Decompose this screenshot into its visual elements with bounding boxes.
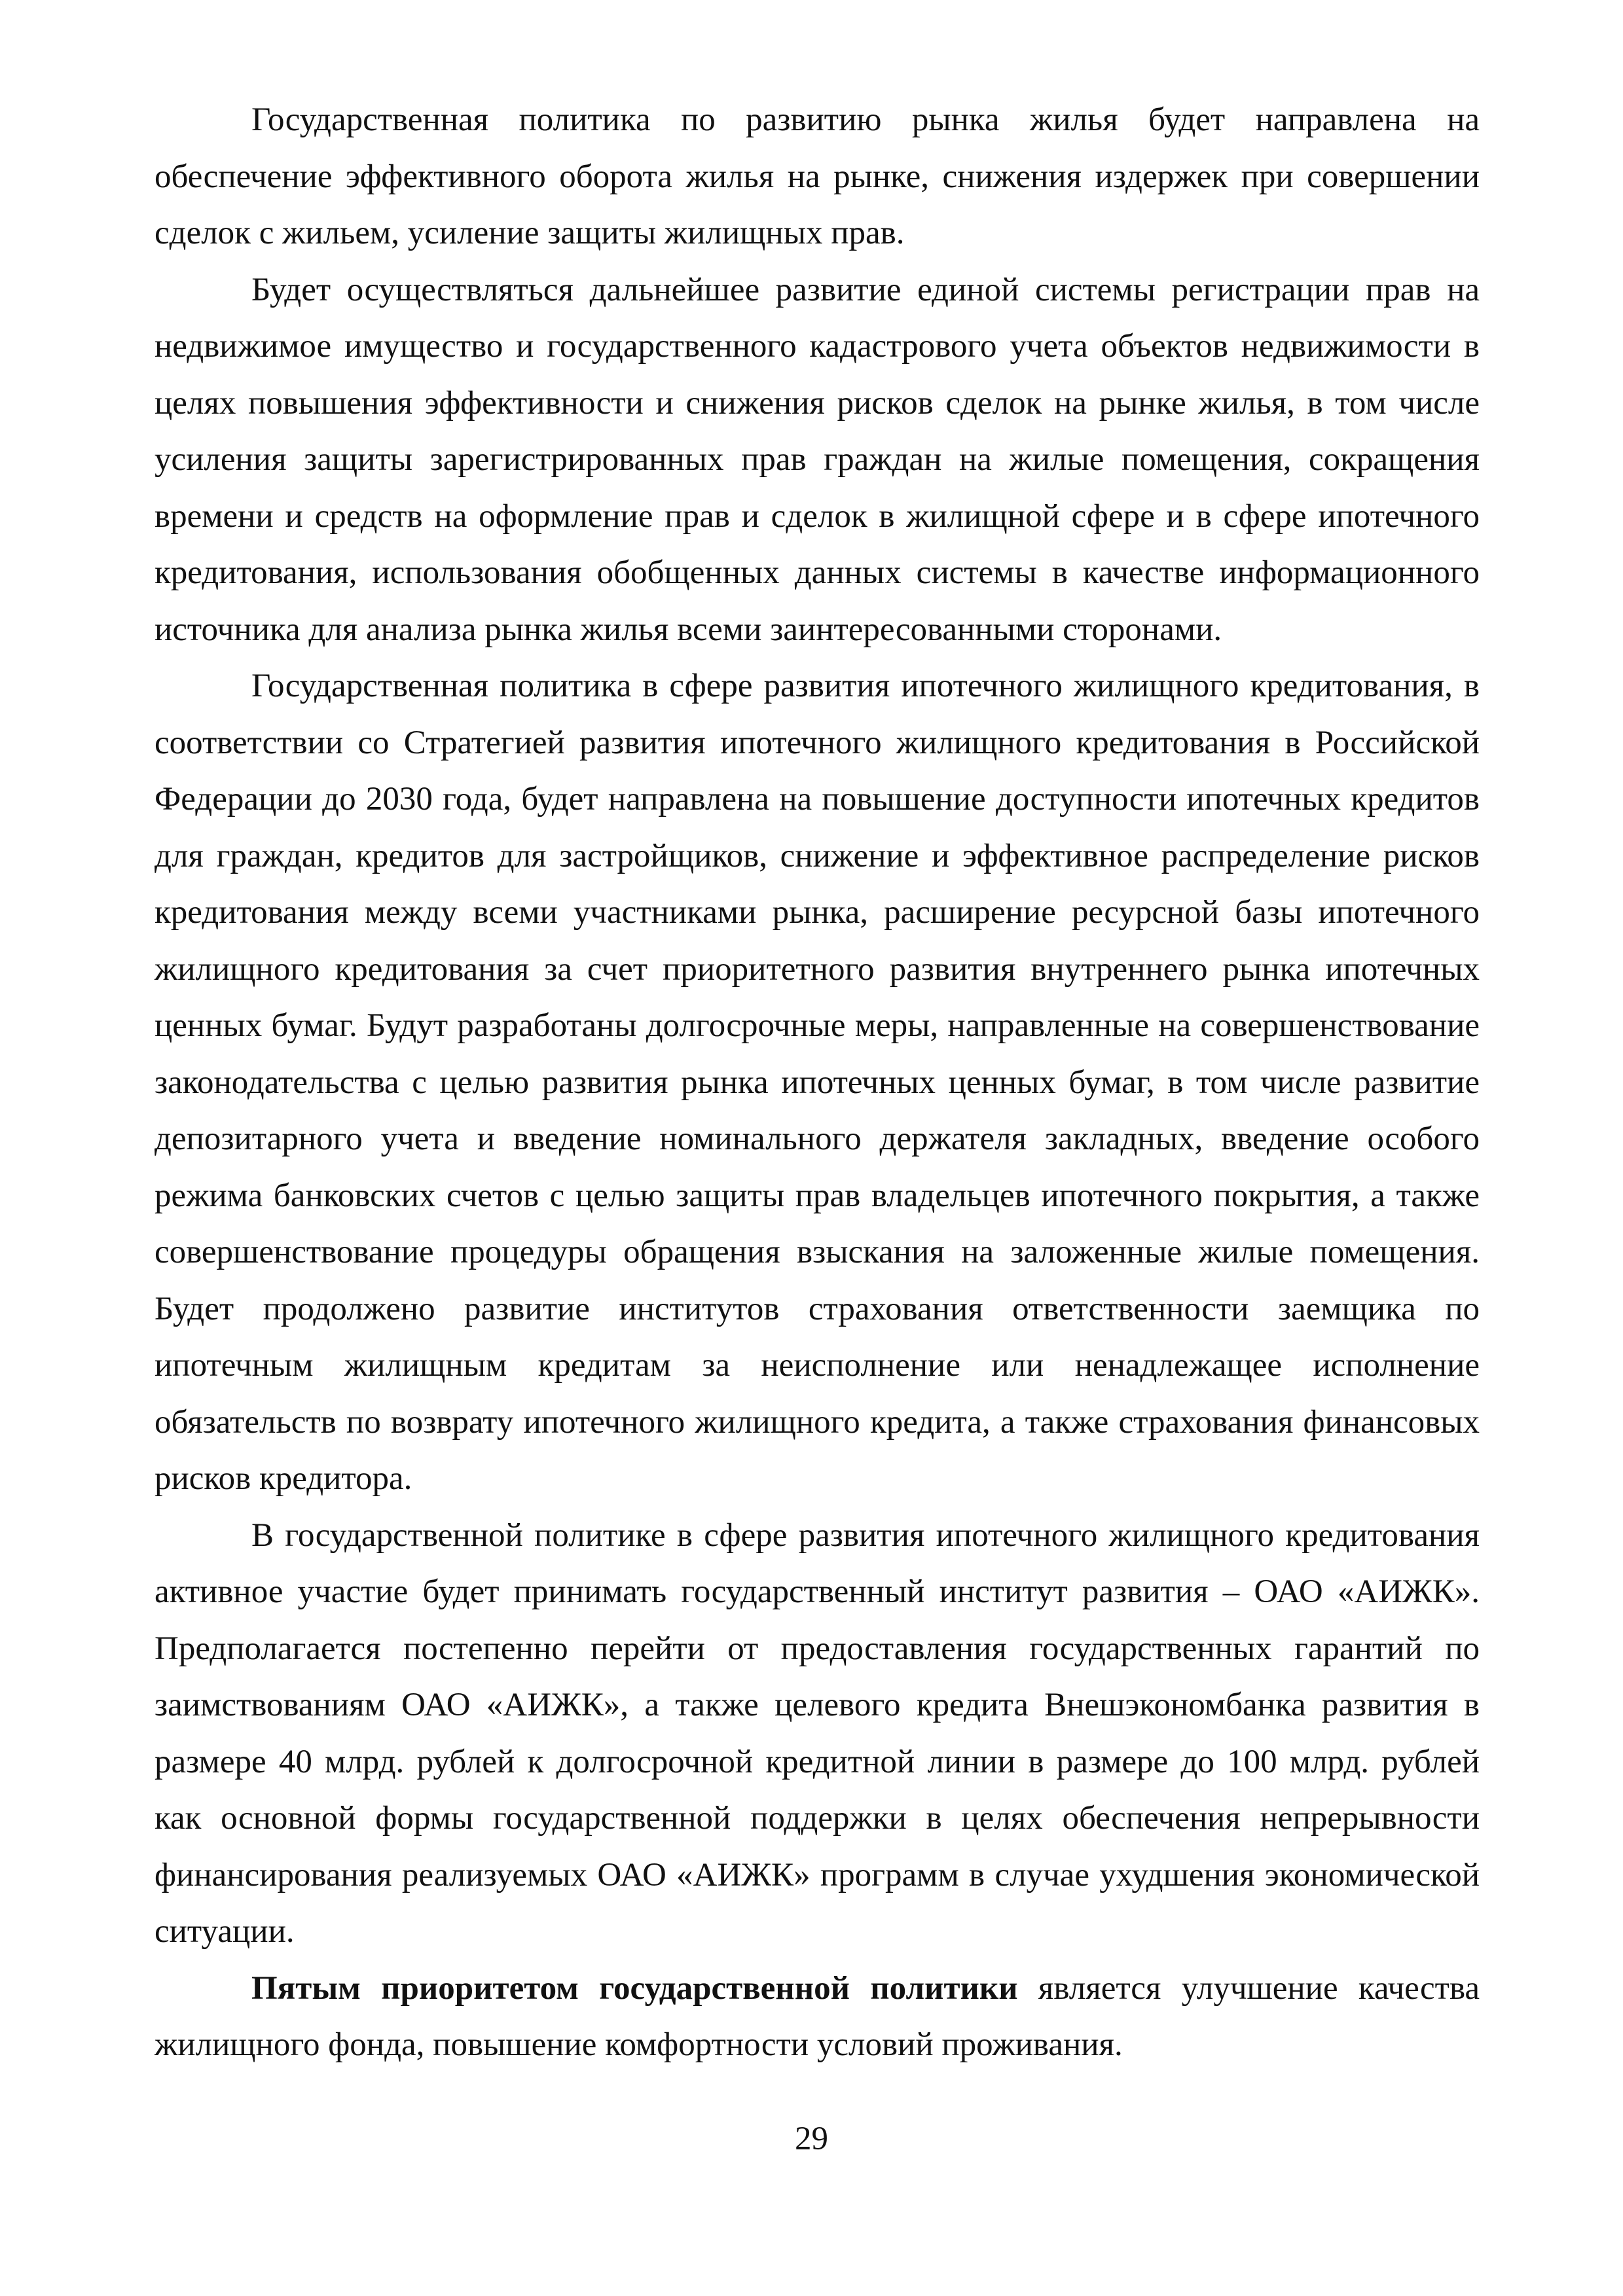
fifth-priority-regular-text: является улучшение качества жилищного фонда, повышение комфортности условий проживания. bbox=[155, 1969, 1480, 2063]
paragraph-mortgage-policy: Государственная политика в сфере развития ипотечного жилищного кредитования, в соответствии со Стратегией развития ипотечного жилищного кредитования в Российской Федерации до 2030 года, будет направлена на повышение доступности ипотечных кредитов для граждан, кредитов для застройщиков, снижение и эффективное распределение рисков кредитования между всеми участниками рынка, расширение ресурсной базы ипотечного жилищного кредитования за счет приоритетного развития внутреннего рынка ипотечных ценных бумаг. Будут разработаны долгосрочные меры, направленные на совершенствование законодательства с целью развития рынка ипотечных ценных бумаг, в том числе развитие депозитарного учета и введение номинального держателя закладных, введение особого режима банковских счетов с целью защиты прав владельцев ипотечного покрытия, а также совершенствование процедуры обращения взыскания на заложенные жилые помещения. Будет продолжено развитие институтов страхования ответственности заемщика по ипотечным жилищным кредитам за неисполнение или ненадлежащее исполнение обязательств по возврату ипотечного жилищного кредита, а также страхования финансовых рисков кредитора. bbox=[155, 668, 1480, 1497]
paragraph-aizhk-role: В государственной политике в сфере развития ипотечного жилищного кредитования активное участие будет принимать государственный институт развития – ОАО «АИЖК». Предполагается постепенно перейти от предоставления государственных гарантий по заимствованиям ОАО «АИЖК», а также целевого кредита Внешэкономбанка развития в размере 40 млрд. рублей к долгосрочной кредитной линии в размере до 100 млрд. рублей как основной формы государственной поддержки в целях обеспечения непрерывности финансирования реализуемых ОАО «АИЖК» программ в случае ухудшения экономической ситуации. bbox=[155, 1516, 1480, 1950]
document-body bbox=[155, 92, 1480, 2073]
paragraph-market-policy: Государственная политика по развитию рынка жилья будет направлена на обеспечение эффективного оборота жилья на рынке, снижения издержек при совершении сделок с жильем, усиление защиты жилищных прав. bbox=[155, 101, 1480, 251]
fifth-priority-bold-text: Пятым приоритетом государственной политики bbox=[251, 1969, 1018, 2007]
paragraph-fifth-priority bbox=[155, 1960, 1480, 2073]
page-number: 29 bbox=[795, 2121, 828, 2157]
paragraph-registration-system: Будет осуществляться дальнейшее развитие единой системы регистрации прав на недвижимое имущество и государственного кадастрового учета объектов недвижимости в целях повышения эффективности и снижения рисков сделок на рынке жилья, в том числе усиления защиты зарегистрированных прав граждан на жилые помещения, сокращения времени и средств на оформление прав и сделок в жилищной сфере и в сфере ипотечного кредитования, использования обобщенных данных системы в качестве информационного источника для анализа рынка жилья всеми заинтересованными сторонами. bbox=[155, 271, 1480, 648]
